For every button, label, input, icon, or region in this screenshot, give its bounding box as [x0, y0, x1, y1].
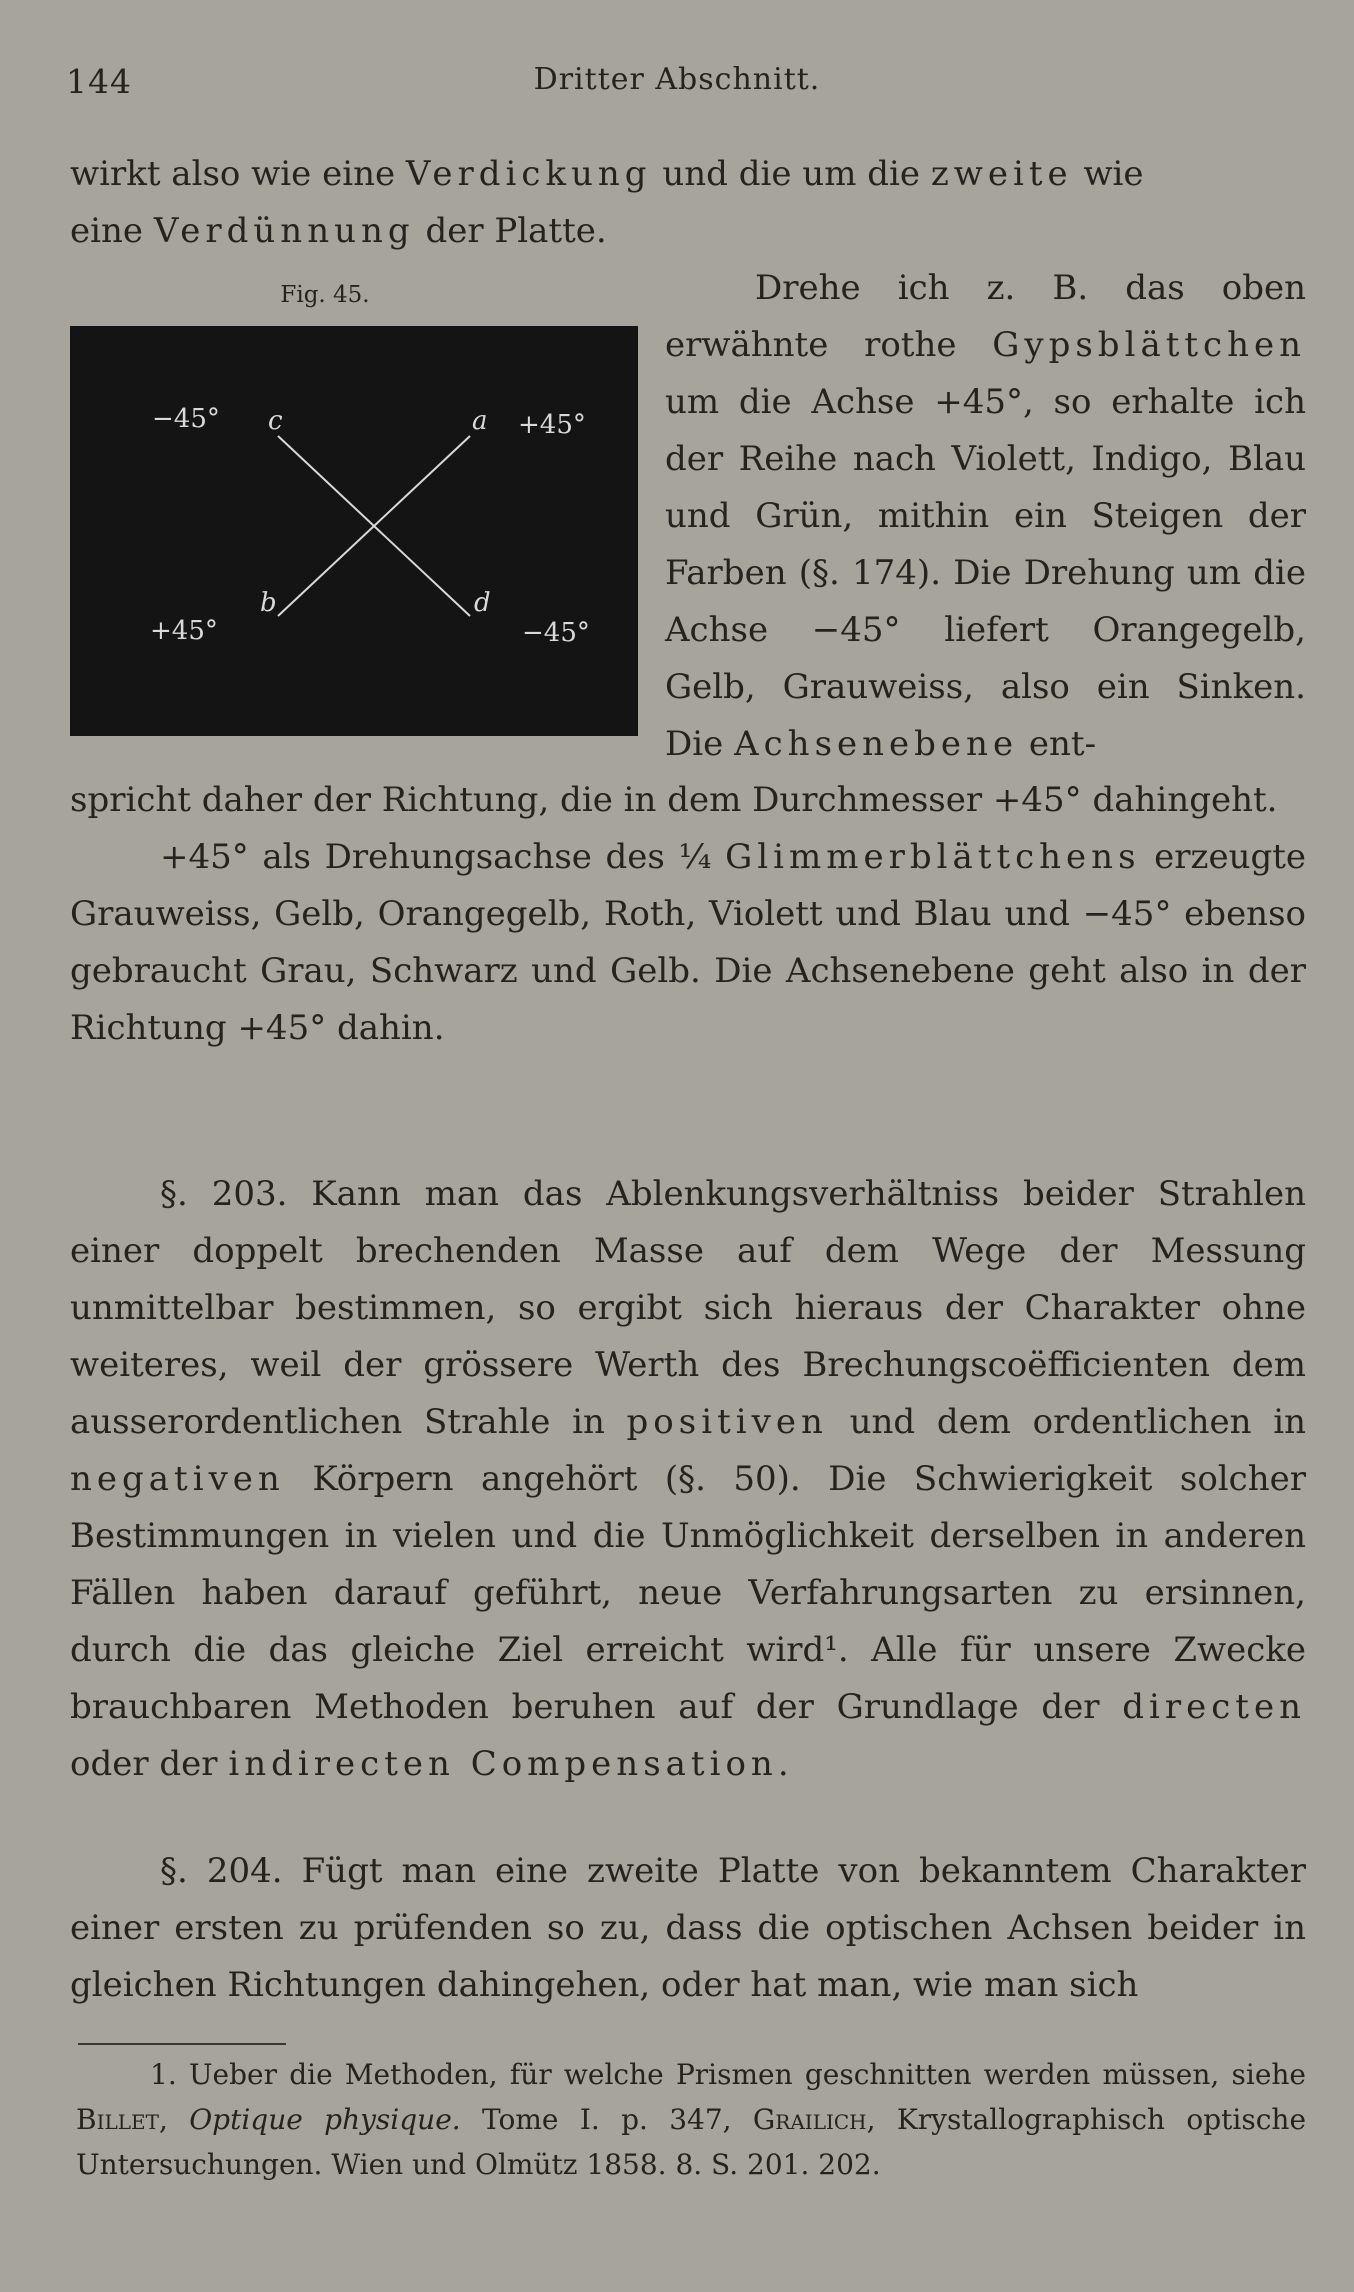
footnote: 1. Ueber die Methoden, für welche Prismen geschnitten werden müssen, siehe Billet, Optique physique. Tome I. p. 347, Grailich, Krystallographisch optische Untersuchungen. Wien und Olmütz 1858. 8. S. 201. 202.: [76, 2058, 1307, 2181]
label-c: c: [268, 406, 283, 436]
label-minus-45-bottom-right: −45°: [522, 618, 590, 648]
label-d: d: [474, 588, 491, 618]
figure-caption: Fig. 45.: [280, 282, 370, 308]
paragraph-204: §. 204. Fügt man eine zweite Platte von bekanntem Charakter einer ersten zu prüfenden so zu, dass die optischen Achsen beider in gleichen Richtungen dahingehen, oder hat man, wie man sich: [70, 1851, 1306, 2005]
label-minus-45-top-left: −45°: [152, 404, 220, 434]
paragraph-continuation: wirkt also wie eine Verdickung und die um die zweite wie eine Verdünnung der Platte.: [70, 154, 1144, 251]
crossed-axes-diagram: [70, 326, 638, 736]
paragraph-203: §. 203. Kann man das Ablenkungsverhältniss beider Strahlen einer doppelt brechenden Masse auf dem Wege der Messung unmittelbar bestimmen, so ergibt sich hieraus der Charakter ohne weiteres, weil der grössere Werth des Brechungscoëfficienten dem ausserordentlichen Strahle in positiven und dem ordentlichen in negativen Körpern angehört (§. 50). Die Schwierigkeit solcher Bestimmungen in vielen und die Unmöglichkeit derselben in anderen Fällen haben darauf geführt, neue Verfahrungsarten zu ersinnen, durch die das gleiche Ziel erreicht wird¹. Alle für unsere Zwecke brauchbaren Methoden beruhen auf der Grundlage der directen oder der indirecten Compensation.: [70, 1174, 1306, 1784]
footnote-rule: [78, 2043, 286, 2045]
side-paragraph: Drehe ich z. B. das oben erwähnte rothe Gypsblättchen um die Achse +45°, so erhalte ich der Reihe nach Violett, Indigo, Blau und Grün, mithin ein Steigen der Farben (§. 174). Die Drehung um die Achse −45° liefert Orangegelb, Gelb, Grauweiss, also ein Sinken. Die Achsenebene ent-: [665, 268, 1306, 764]
section-204: [70, 1843, 1306, 2014]
paragraph-glimmer: +45° als Drehungsachse des ¼ Glimmerblättchens erzeugte Grauweiss, Gelb, Orangegelb, Roth, Violett und Blau und −45° ebenso gebraucht Grau, Schwarz und Gelb. Die Achsenebene geht also in der Richtung +45° dahin.: [70, 837, 1307, 1048]
paragraph-continuation-2: spricht daher der Richtung, die in dem Durchmesser +45° dahingeht.: [70, 780, 1278, 820]
label-a: a: [472, 406, 488, 436]
main-text: [70, 772, 1306, 1057]
label-plus-45-bottom-left: +45°: [150, 616, 218, 646]
label-plus-45-top-right: +45°: [518, 410, 586, 440]
top-text: [70, 146, 1306, 260]
page-number: 144: [66, 62, 132, 101]
figure-plate: [70, 326, 638, 736]
figure-45: [70, 280, 638, 736]
page-header: [66, 62, 1288, 112]
section-203: [70, 1166, 1306, 1793]
running-head: Dritter Abschnitt.: [533, 62, 821, 97]
label-b: b: [260, 588, 277, 618]
